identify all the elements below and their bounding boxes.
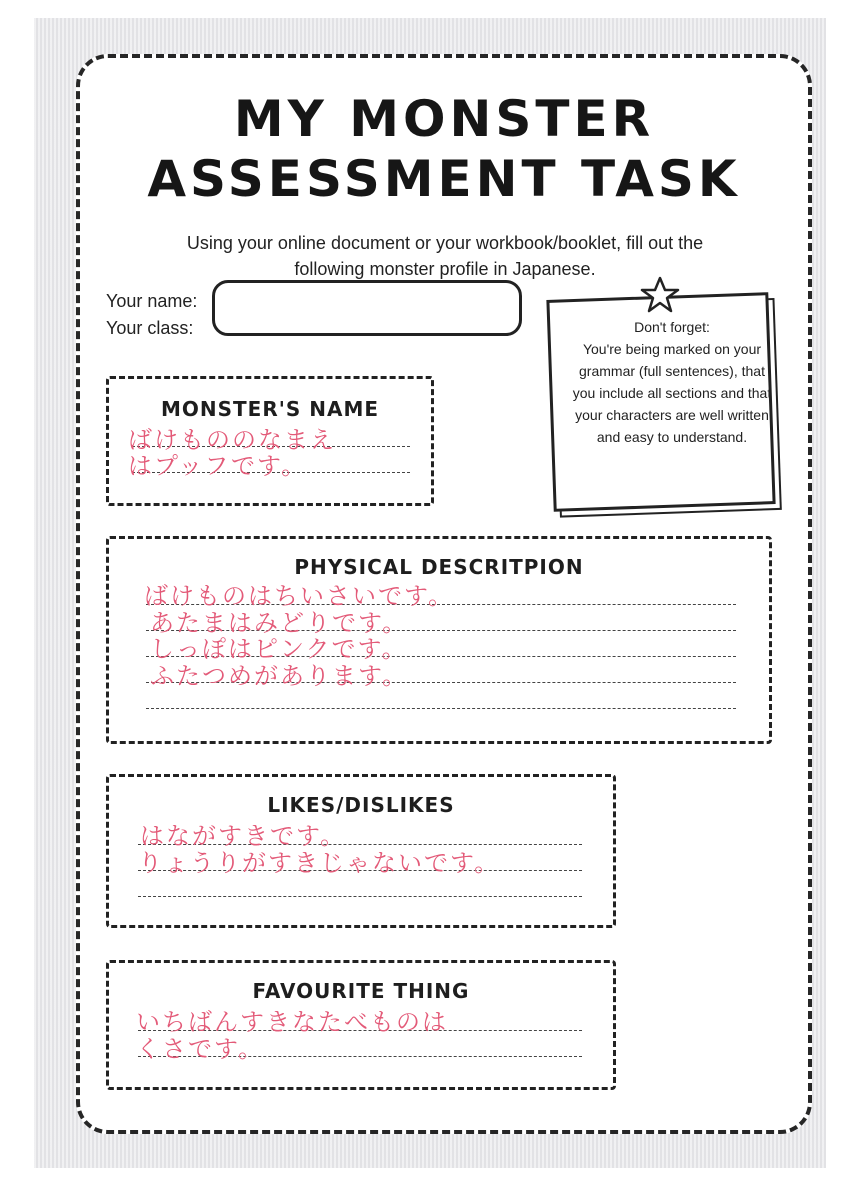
favourite-thing-title: FAVOURITE THING — [252, 979, 470, 1003]
star-icon — [640, 276, 680, 314]
title-line-2: ASSESSMENT TASK — [147, 150, 741, 208]
reminder-note-text — [572, 316, 772, 448]
class-label: Your class: — [106, 318, 194, 338]
handwritten-answer: はプッフです。 — [128, 452, 308, 480]
handwritten-answer: ふたつめがあります。 — [150, 662, 409, 690]
handwritten-answer: ばけもののなまえ — [128, 426, 336, 454]
monster-name-title: MONSTER'S NAME — [160, 397, 380, 421]
handwritten-answer: しっぽはピンクです。 — [150, 635, 408, 663]
name-class-input-box[interactable] — [212, 280, 522, 336]
answer-line — [146, 708, 736, 709]
title-line-1: MY MONSTER — [233, 90, 655, 148]
note-body: You're being marked on your grammar (full sentences), that you include all sections and that your characters are well written and easy to understand. — [572, 341, 772, 445]
name-label: Your name: — [106, 291, 198, 311]
handwritten-answer: ばけものはちいさいです。 — [144, 582, 455, 610]
handwritten-answer: いちばんすきなたべものは — [136, 1008, 448, 1036]
handwritten-answer: くさです。 — [136, 1035, 265, 1063]
handwritten-answer: あたまはみどりです。 — [150, 609, 409, 637]
note-heading: Don't forget: — [634, 319, 710, 335]
handwritten-answer: りょうりがすきじゃないです。 — [138, 849, 501, 877]
likes-dislikes-title: LIKES/DISLIKES — [267, 793, 455, 817]
physical-description-title: PHYSICAL DESCRITPION — [294, 555, 584, 579]
handwritten-answer: はながすきです。 — [140, 822, 347, 850]
answer-line — [138, 896, 582, 897]
instructions: Using your online document or your workbook/booklet, fill out the following monster profile in Japanese. — [186, 233, 704, 279]
